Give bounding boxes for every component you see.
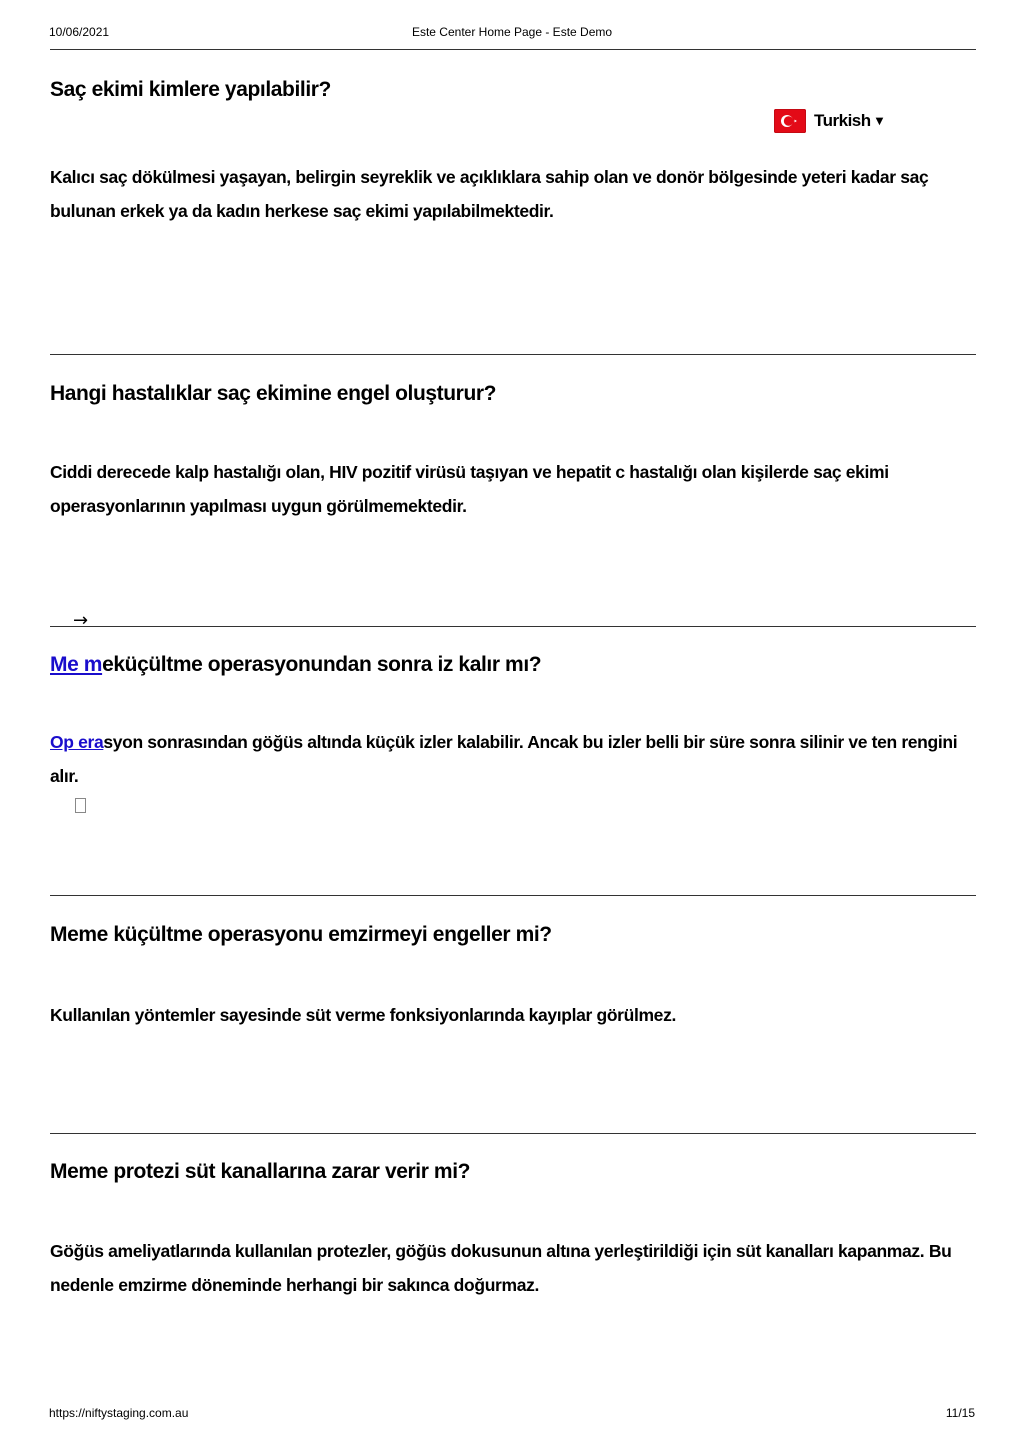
faq-question-3	[50, 653, 541, 677]
faq-question-3-text: eküçültme operasyonundan sonra iz kalır mı?	[102, 653, 542, 676]
faq-answer-3	[50, 725, 970, 793]
faq-divider	[50, 354, 976, 355]
print-date: 10/06/2021	[49, 25, 110, 39]
faq-answer-1: Kalıcı saç dökülmesi yaşayan, belirgin seyreklik ve açıklıklara sahip olan ve donör bölgesinde yeteri kadar saç bulunan erkek ya da kadın herkese saç ekimi yapılabilmektedir.	[50, 167, 929, 221]
faq-answer-3-text: syon sonrasından göğüs altında küçük izler kalabilir. Ancak bu izler belli bir süre sonra silinir ve ten rengini alır.	[50, 732, 958, 786]
link-fragment: Op era	[50, 732, 104, 752]
turkey-flag-icon	[774, 109, 806, 133]
header-divider	[50, 49, 976, 50]
print-footer	[49, 1406, 975, 1424]
faq-divider	[50, 1133, 976, 1134]
language-switcher[interactable]	[774, 108, 883, 134]
language-label: Turkish	[814, 111, 871, 130]
faq-answer-5: Göğüs ameliyatlarında kullanılan protezler, göğüs dokusunun altına yerleştirildiği için süt kanalları kapanmaz. Bu nedenle emzirme döneminde herhangi bir sakınca doğurmaz.	[50, 1241, 952, 1295]
faq-question-5: Meme protezi süt kanallarına zarar verir mi?	[50, 1160, 471, 1183]
faq-answer-link[interactable]	[50, 732, 103, 752]
link-fragment: Me m	[50, 653, 103, 676]
arrow-right-icon: →	[73, 610, 89, 631]
faq-question-4: Meme küçültme operasyonu emzirmeyi engeller mi?	[50, 923, 552, 946]
faq-answer-2: Ciddi derecede kalp hastalığı olan, HIV pozitif virüsü taşıyan ve hepatit c hastalığı olan kişilerde saç ekimi operasyonlarının yapılması uygun görülmemektedir.	[50, 462, 889, 516]
missing-glyph-icon	[75, 798, 86, 813]
faq-question-2: Hangi hastalıklar saç ekimine engel oluşturur?	[50, 382, 497, 405]
footer-url: https://niftystaging.com.au	[49, 1406, 189, 1420]
faq-question-1: Saç ekimi kimlere yapılabilir?	[50, 78, 331, 101]
faq-question-link[interactable]	[50, 653, 102, 676]
chevron-down-icon: ▼	[875, 115, 884, 127]
page-number: 11/15	[945, 1406, 975, 1420]
faq-divider	[50, 895, 976, 896]
print-page-title: Este Center Home Page - Este Demo	[411, 25, 613, 39]
faq-answer-4: Kullanılan yöntemler sayesinde süt verme fonksiyonlarında kayıplar görülmez.	[50, 1005, 676, 1025]
print-header	[49, 25, 975, 43]
faq-divider	[50, 626, 976, 627]
